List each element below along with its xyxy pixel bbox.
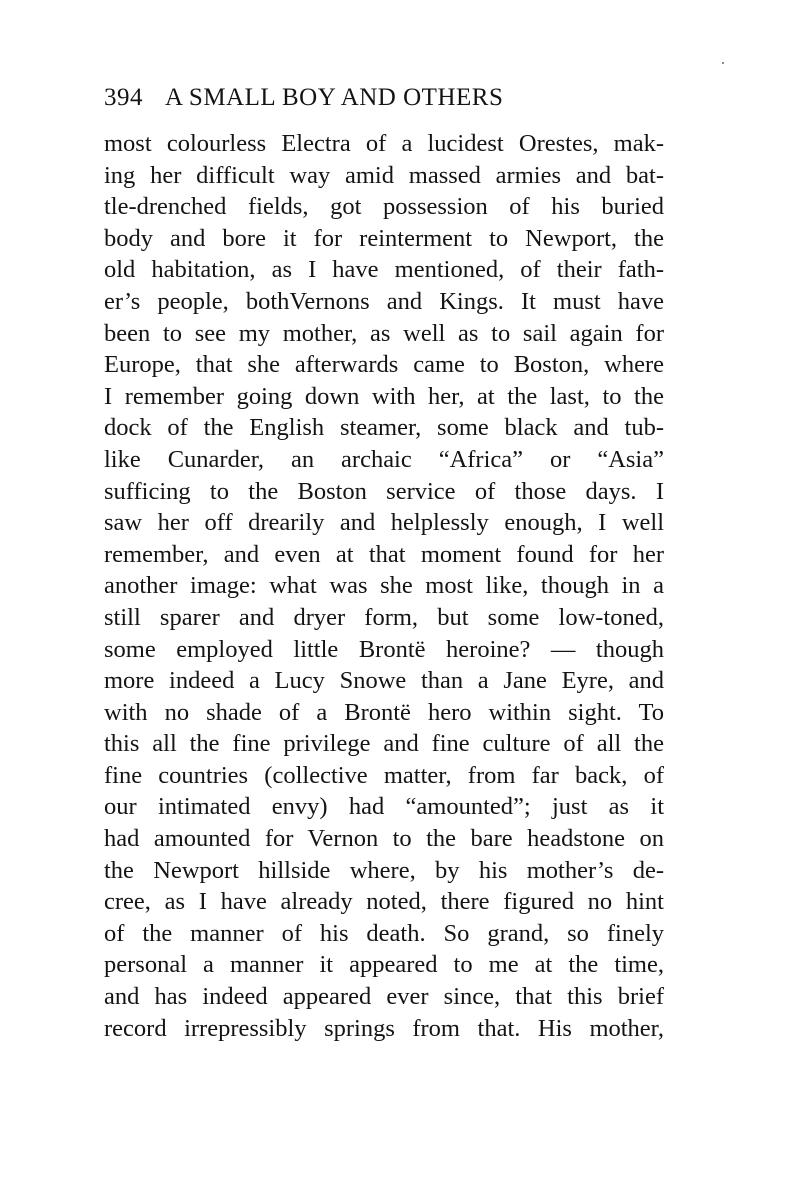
text-line: body and bore it for reinterment to Newport, the [104, 224, 664, 252]
text-line: sufficing to the Boston service of those days. I [104, 477, 664, 505]
text-line: saw her off drearily and helplessly enough, I well [104, 509, 664, 537]
text-line: Europe, that she afterwards came to Boston, where [104, 351, 664, 379]
text-line: this all the fine privilege and fine culture of all the [104, 730, 664, 758]
text-line: er’s people, bothVernons and Kings. It must have [104, 287, 664, 315]
text-line: record irrepressibly springs from that. His mother, [104, 1014, 664, 1042]
text-line: the Newport hillside where, by his mother’s de- [104, 856, 664, 884]
text-line: most colourless Electra of a lucidest Orestes, mak- [104, 130, 664, 157]
running-head [104, 78, 664, 118]
text-line: been to see my mother, as well as to sail again for [104, 319, 664, 347]
text-line: I remember going down with her, at the last, to the [104, 382, 664, 410]
text-line: cree, as I have already noted, there figured no hint [104, 888, 664, 916]
text-line: of the manner of his death. So grand, so finely [104, 919, 664, 947]
ink-speck [722, 62, 724, 64]
text-line: fine countries (collective matter, from far back, of [104, 761, 664, 789]
text-line: dock of the English steamer, some black and tub- [104, 414, 664, 442]
text-line: another image: what was she most like, though in a [104, 572, 664, 600]
text-line: and has indeed appeared ever since, that this brief [104, 983, 664, 1011]
text-line: still sparer and dryer form, but some low-toned, [104, 603, 664, 631]
text-line: some employed little Brontë heroine? — though [104, 635, 664, 663]
page-number: 394 [104, 84, 143, 111]
body-text [104, 128, 664, 1044]
text-line: like Cunarder, an archaic “Africa” or “Asia” [104, 445, 664, 473]
text-line: remember, and even at that moment found for her [104, 540, 664, 568]
text-line: our intimated envy) had “amounted”; just as it [104, 793, 664, 821]
text-line: more indeed a Lucy Snowe than a Jane Eyre, and [104, 667, 664, 695]
text-line: tle-drenched fields, got possession of his buried [104, 193, 664, 221]
running-title: A SMALL BOY AND OTHERS [165, 84, 504, 111]
text-line: personal a manner it appeared to me at the time, [104, 951, 664, 979]
text-line: had amounted for Vernon to the bare headstone on [104, 825, 664, 853]
book-page [104, 78, 664, 1044]
text-line: old habitation, as I have mentioned, of their fath- [104, 256, 664, 284]
text-line: with no shade of a Brontë hero within sight. To [104, 698, 664, 726]
text-line: ing her difficult way amid massed armies and bat- [104, 161, 664, 189]
